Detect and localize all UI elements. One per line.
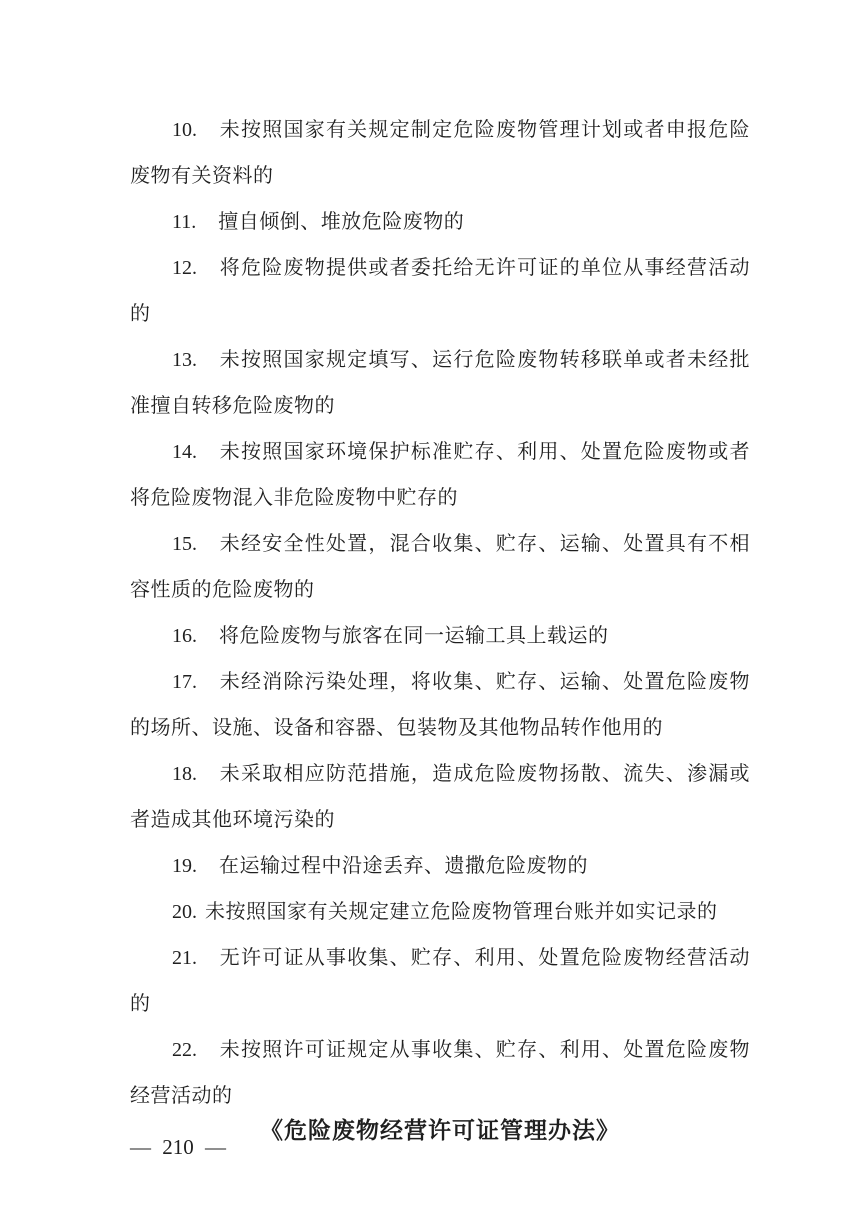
list-item-13 xyxy=(130,337,750,429)
list-item-22 xyxy=(130,1027,750,1119)
item-text: 将危险废物提供或者委托给无许可证的单位从事经营活动的 xyxy=(130,257,750,325)
item-number: 22. xyxy=(172,1039,197,1061)
item-number: 16. xyxy=(172,625,197,647)
list-item-17 xyxy=(130,659,750,751)
list-item-11 xyxy=(130,199,750,245)
item-text: 未经消除污染处理，将收集、贮存、运输、处置危险废物的场所、设施、设备和容器、包装物及其他物品转作他用的 xyxy=(130,671,750,739)
item-number: 10. xyxy=(172,119,197,141)
item-number: 14. xyxy=(172,441,197,463)
item-text: 未按照国家环境保护标准贮存、利用、处置危险废物或者将危险废物混入非危险废物中贮存的 xyxy=(130,441,750,509)
item-number: 12. xyxy=(172,257,197,279)
item-text: 未采取相应防范措施，造成危险废物扬散、流失、渗漏或者造成其他环境污染的 xyxy=(130,763,750,831)
list-item-15 xyxy=(130,521,750,613)
list-item-14 xyxy=(130,429,750,521)
item-number: 18. xyxy=(172,763,197,785)
page-number: — 210 — xyxy=(130,1135,226,1159)
list-item-19 xyxy=(130,843,750,889)
document-body xyxy=(130,107,750,1153)
list-item-20 xyxy=(130,889,750,935)
item-text: 擅自倾倒、堆放危险废物的 xyxy=(218,211,465,233)
list-item-18 xyxy=(130,751,750,843)
section-heading: 《危险废物经营许可证管理办法》 xyxy=(260,1117,620,1143)
list-item-16 xyxy=(130,613,750,659)
item-number: 13. xyxy=(172,349,197,371)
item-text: 未经安全性处置，混合收集、贮存、运输、处置具有不相容性质的危险废物的 xyxy=(130,533,750,601)
list-item-12 xyxy=(130,245,750,337)
item-text: 未按照国家有关规定建立危险废物管理台账并如实记录的 xyxy=(205,901,718,923)
item-number: 21. xyxy=(172,947,197,969)
item-number: 20. xyxy=(172,901,197,923)
item-number: 19. xyxy=(172,855,197,877)
list-item-21 xyxy=(130,935,750,1027)
item-text: 未按照国家规定填写、运行危险废物转移联单或者未经批准擅自转移危险废物的 xyxy=(130,349,750,417)
item-text: 在运输过程中沿途丢弃、遗撒危险废物的 xyxy=(219,855,588,877)
item-text: 将危险废物与旅客在同一运输工具上载运的 xyxy=(219,625,609,647)
item-number: 15. xyxy=(172,533,197,555)
item-text: 未按照许可证规定从事收集、贮存、利用、处置危险废物经营活动的 xyxy=(130,1039,750,1107)
item-text: 未按照国家有关规定制定危险废物管理计划或者申报危险废物有关资料的 xyxy=(130,119,750,187)
item-text: 无许可证从事收集、贮存、利用、处置危险废物经营活动的 xyxy=(130,947,750,1015)
list-item-10 xyxy=(130,107,750,199)
item-number: 17. xyxy=(172,671,197,693)
item-number: 11. xyxy=(172,211,197,233)
